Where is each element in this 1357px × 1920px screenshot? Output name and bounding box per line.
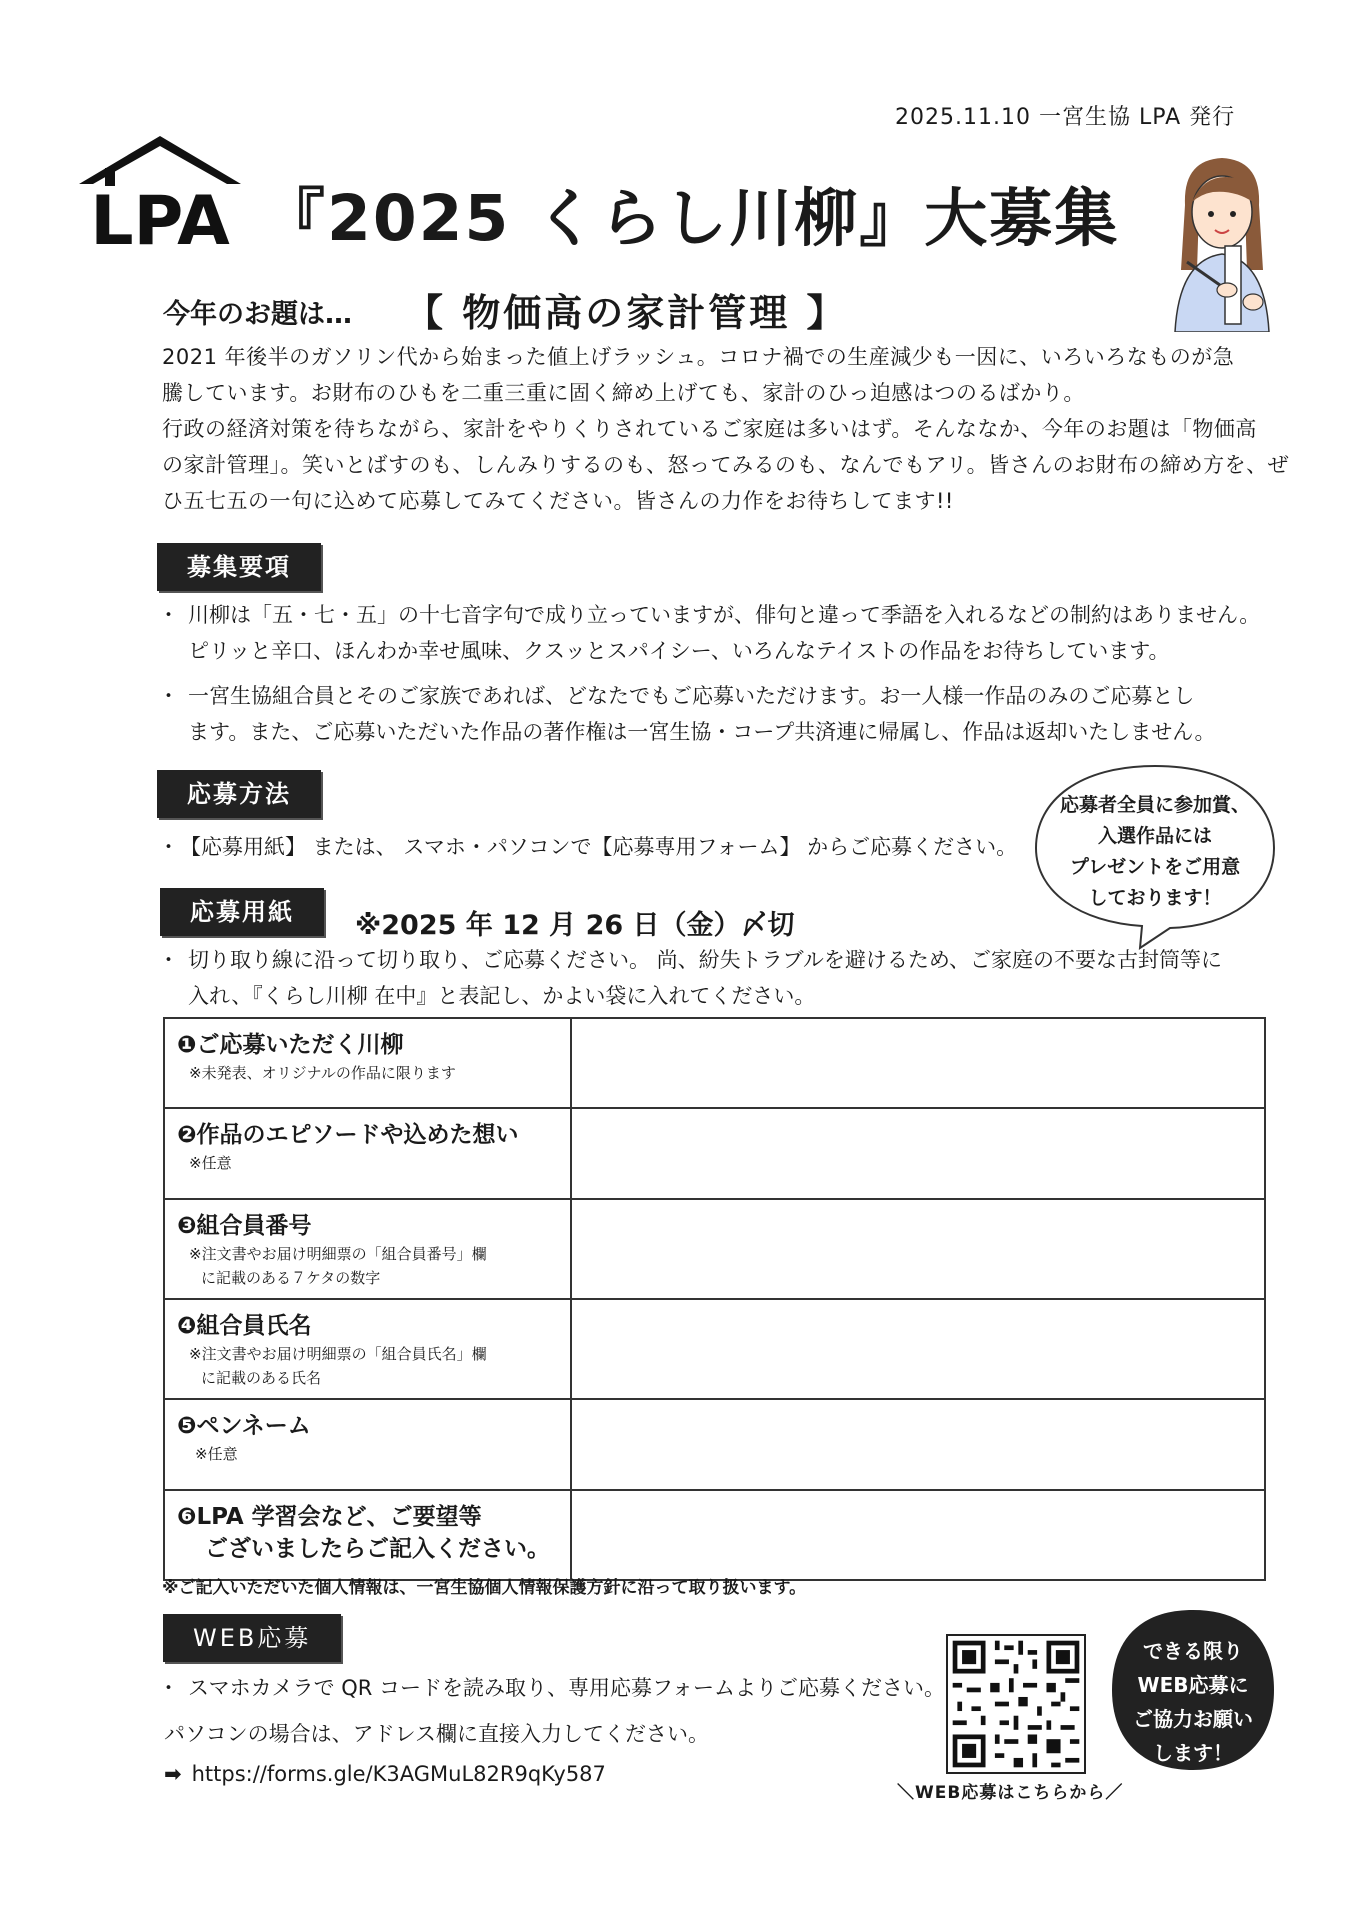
field-note: に記載のある氏名: [201, 1369, 322, 1387]
bubble-line: 入選作品には: [1097, 825, 1212, 847]
field-note: ※注文書やお届け明細票の「組合員番号」欄: [189, 1245, 487, 1263]
intro-line: 行政の経済対策を待ちながら、家計をやりくりされているご家庭は多いはず。そんななか、今年のお題は「物価高: [162, 417, 1257, 441]
entry-form-table: [163, 1017, 1266, 1581]
requirement-item: [160, 678, 1280, 750]
bubble-line: 応募者全員に参加賞、: [1059, 794, 1250, 816]
requests-entry-field[interactable]: [571, 1490, 1265, 1580]
form-row-member-name: [164, 1299, 1265, 1399]
member-name-entry-field[interactable]: [571, 1299, 1265, 1399]
field-note: ※未発表、オリジナルの作品に限ります: [189, 1064, 456, 1082]
web-instruction: スマホカメラで QR コードを読み取り、専用応募フォームよりご応募ください。: [188, 1676, 945, 1700]
bullet: ・: [158, 603, 179, 627]
requirements-label: 募集要項: [157, 543, 321, 591]
intro-line: 騰しています。お財布のひもを二重三重に固く締め上げても、家計のひっ迫感はつのるばかり。: [162, 381, 1085, 405]
web-url-row: [164, 1762, 606, 1786]
bubble-line: しております！: [1088, 887, 1222, 909]
form-row-requests: [164, 1490, 1265, 1580]
requirement-text: 川柳は「五・七・五」の十七音字句で成り立っていますが、俳句と違って季語を入れるなどの制約はありません。: [188, 603, 1261, 627]
lpa-logo: [75, 132, 245, 250]
bullet: ・: [158, 948, 179, 972]
requirement-text: 一宮生協組合員とそのご家族であれば、どなたでもご応募いただけます。お一人様一作品のみのご応募とし: [188, 684, 1195, 708]
field-title: ❶ご応募いただく川柳: [177, 1032, 404, 1058]
requirement-item: [160, 597, 1280, 669]
form-row-label: [164, 1018, 571, 1108]
web-item: [158, 1670, 945, 1706]
field-title: ❹組合員氏名: [177, 1313, 312, 1339]
page-title: 『2025 くらし川柳』大募集: [262, 182, 1120, 255]
arrow-right-icon: ➡: [164, 1762, 182, 1786]
qr-caption: ＼WEB応募はこちらから／: [897, 1783, 1124, 1803]
field-note: に記載のある７ケタの数字: [201, 1269, 381, 1287]
bubble-line: プレゼントをご用意: [1069, 856, 1241, 878]
episode-entry-field[interactable]: [571, 1108, 1265, 1199]
badge-line: できる限り: [1143, 1639, 1243, 1663]
privacy-note: ※ご記入いただいた個人情報は、一宮生協個人情報保護方針に沿って取り扱います。: [162, 1578, 807, 1598]
method-label: 応募方法: [157, 770, 321, 818]
field-title: ❸組合員番号: [177, 1213, 312, 1239]
form-label: 応募用紙: [160, 888, 324, 936]
logo-text: LPA: [90, 182, 230, 250]
theme-prefix: 今年のお題は…: [163, 299, 352, 330]
field-title: ❷作品のエピソードや込めた想い: [177, 1122, 519, 1148]
form-row-member-number: [164, 1199, 1265, 1299]
form-row-label: [164, 1199, 571, 1299]
bullet: ・: [158, 835, 179, 859]
web-label: WEB応募: [163, 1614, 341, 1662]
qr-code[interactable]: [946, 1634, 1086, 1774]
woman-writing-illustration: [1165, 150, 1280, 332]
pen-name-entry-field[interactable]: [571, 1399, 1265, 1490]
form-url-link[interactable]: https://forms.gle/K3AGMuL82R9qKy587: [191, 1762, 606, 1786]
form-row-episode: [164, 1108, 1265, 1199]
form-row-label: [164, 1490, 571, 1580]
form-row-label: [164, 1399, 571, 1490]
intro-line: 2021 年後半のガソリン代から始まった値上げラッシュ。コロナ禍での生産減少も一因に、いろいろなものが急: [162, 345, 1235, 369]
form-row-label: [164, 1108, 571, 1199]
member-number-entry-field[interactable]: [571, 1199, 1265, 1299]
deadline: ※2025 年 12 月 26 日（金）〆切: [355, 910, 795, 941]
badge-line: WEB応募に: [1137, 1673, 1249, 1697]
theme-text: 【 物価高の家計管理 】: [405, 291, 848, 335]
requirement-text: ピリッと辛口、ほんわか幸せ風味、クスッとスパイシー、いろんなテイストの作品をお待ちしています。: [188, 639, 1170, 663]
field-title: ございましたらご記入ください。: [205, 1536, 550, 1562]
instruction-text: 入れ、『くらし川柳 在中』と表記し、かよい袋に入れてください。: [188, 984, 816, 1008]
form-instructions: [160, 942, 1280, 1014]
form-row-pen-name: [164, 1399, 1265, 1490]
bubble-text: [1045, 790, 1265, 914]
badge-line: ご協力お願い: [1133, 1707, 1253, 1731]
senryu-entry-field[interactable]: [571, 1018, 1265, 1108]
field-title: ❻LPA 学習会など、ご要望等: [177, 1504, 482, 1530]
web-badge-text: [1108, 1634, 1278, 1770]
field-title: ❺ペンネーム: [177, 1413, 311, 1439]
intro-line: の家計管理」。笑いとばすのも、しんみりするのも、怒ってみるのも、なんでもアリ。皆さんのお財布の締め方を、ぜ: [162, 453, 1290, 477]
bullet: ・: [158, 684, 179, 708]
method-item: [160, 829, 1040, 865]
intro-line: ひ五七五の一句に込めて応募してみてください。皆さんの力作をお待ちしてます!!: [162, 489, 954, 513]
bullet: ・: [158, 1676, 179, 1700]
form-row-label: [164, 1299, 571, 1399]
field-note: ※任意: [189, 1154, 232, 1172]
field-note: ※注文書やお届け明細票の「組合員氏名」欄: [189, 1345, 487, 1363]
web-instruction: パソコンの場合は、アドレス欄に直接入力してください。: [164, 1722, 709, 1746]
instruction-text: 切り取り線に沿って切り取り、ご応募ください。 尚、紛失トラブルを避けるため、ご家庭の不要な古封筒等に: [188, 948, 1222, 972]
field-note: ※任意: [195, 1445, 238, 1463]
form-row-senryu: [164, 1018, 1265, 1108]
method-text: 【応募用紙】 または、 スマホ・パソコンで【応募専用フォーム】 からご応募ください。: [180, 835, 1018, 859]
badge-line: します！: [1153, 1741, 1233, 1765]
issue-line: 2025.11.10 一宮生協 LPA 発行: [895, 105, 1236, 130]
requirement-text: ます。また、ご応募いただいた作品の著作権は一宮生協・コープ共済連に帰属し、作品は返却いたしません。: [188, 720, 1216, 744]
